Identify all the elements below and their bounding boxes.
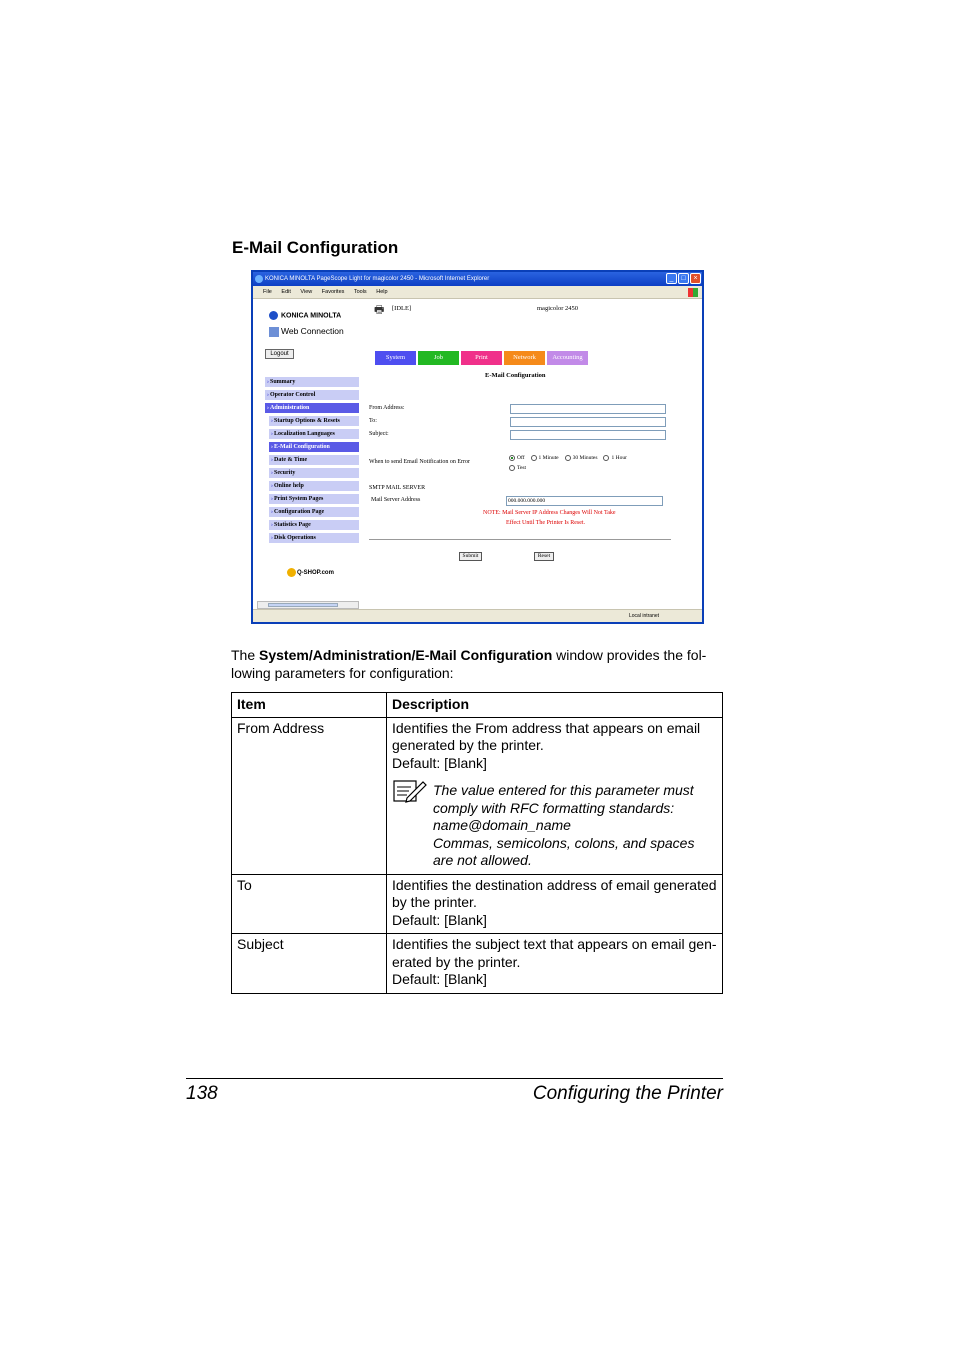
sidebar-item-12[interactable] [269, 533, 359, 543]
chevron-right-icon: › [267, 379, 269, 385]
description-cell: Identifies the destination address of email generated by the printer. Default: [Blank] [387, 874, 723, 934]
sidebar-item-7[interactable] [269, 468, 359, 478]
qshop-icon [287, 568, 296, 577]
section-title: E-Mail Configuration [232, 238, 399, 257]
sidebar-item-label: Configuration Page [274, 509, 325, 515]
menu-help[interactable]: Help [376, 289, 388, 295]
reset-button[interactable]: Reset [534, 552, 554, 561]
item-cell: To [232, 874, 387, 934]
form-divider [369, 539, 671, 540]
sidebar-nav [265, 377, 359, 546]
printer-status: [IDLE] [392, 305, 412, 312]
to-label: To: [369, 418, 377, 424]
smtp-heading: SMTP MAIL SERVER [369, 485, 426, 491]
tab-job[interactable]: Job [418, 351, 459, 365]
sidebar-item-1[interactable] [265, 390, 359, 400]
chevron-right-icon: › [271, 418, 273, 424]
page-number: 138 [186, 1083, 218, 1104]
intro-paragraph: The System/Administration/E-Mail Configuration window provides the fol-lowing parameters for configuration: [231, 647, 707, 681]
subject-label: Subject: [369, 431, 389, 437]
table-row [232, 874, 723, 934]
brand-logo: KONICA MINOLTA [269, 311, 341, 320]
table-row [232, 717, 723, 874]
zone-label: Local intranet [629, 613, 660, 619]
window-title: KONICA MINOLTA PageScope Light for magicolor 2450 - Microsoft Internet Explorer [265, 276, 490, 282]
chevron-right-icon: › [271, 431, 273, 437]
chevron-right-icon: › [271, 509, 273, 515]
menu-tools[interactable]: Tools [353, 289, 367, 295]
to-input[interactable] [510, 417, 666, 427]
sidebar-item-label: Summary [270, 379, 296, 385]
pagescope-icon [269, 327, 279, 337]
tab-bar [375, 351, 588, 365]
chevron-right-icon: › [271, 535, 273, 541]
sidebar-item-label: Print System Pages [274, 496, 324, 502]
logout-button[interactable]: Logout [265, 349, 294, 359]
parameter-table [231, 692, 723, 994]
sidebar-item-label: E-Mail Configuration [274, 444, 330, 450]
table-header-row [232, 693, 723, 718]
item-cell: Subject [232, 934, 387, 994]
radio-1-minute[interactable] [531, 455, 537, 461]
notify-options: Off 1 Minute 30 Minutes 1 Hour [509, 455, 627, 461]
chapter-title: Configuring the Printer [532, 1083, 723, 1104]
radio-1-hour[interactable] [603, 455, 609, 461]
web-connection-logo: Web Connection [269, 326, 344, 337]
minimize-icon[interactable]: _ [666, 273, 677, 284]
sidebar-item-0[interactable] [265, 377, 359, 387]
windows-logo-icon [688, 288, 698, 297]
form-title: E-Mail Configuration [485, 372, 546, 379]
tab-system[interactable]: System [375, 351, 416, 365]
from-address-label: From Address: [369, 405, 405, 411]
printer-icon: 🖶 [374, 304, 385, 316]
tab-accounting[interactable]: Accounting [547, 351, 588, 365]
konica-logo-icon [269, 311, 278, 320]
mail-server-label: Mail Server Address [371, 497, 421, 503]
sidebar-item-label: Statistics Page [274, 522, 311, 528]
submit-button[interactable]: Submit [459, 552, 482, 561]
close-icon[interactable]: × [690, 273, 701, 284]
tab-print[interactable]: Print [461, 351, 502, 365]
sidebar-item-label: Operator Control [270, 392, 316, 398]
mail-server-input[interactable]: 000.000.000.000 [506, 496, 663, 506]
description-cell: Identifies the From address that appears on email generated by the printer. Default: [Blank] The value entered for this parameter must comply with RFC formatting standards: name@domain_name Commas, semicolons, colons, and spaces are not allowed. [387, 717, 723, 874]
notify-label: When to send Email Notification on Error [369, 459, 470, 465]
sidebar-item-label: Date & Time [274, 457, 308, 463]
radio-test[interactable] [509, 465, 515, 471]
window-titlebar [253, 272, 702, 286]
sidebar-item-8[interactable] [269, 481, 359, 491]
ie-icon [255, 275, 263, 283]
horizontal-scrollbar[interactable] [257, 601, 359, 609]
note-block: The value entered for this parameter must comply with RFC formatting standards: name@domain_name Commas, semicolons, colons, and spaces are not allowed. [392, 782, 718, 870]
page-content [253, 299, 702, 611]
chevron-right-icon: › [271, 522, 273, 528]
sidebar-item-11[interactable] [269, 520, 359, 530]
column-header-item: Item [232, 693, 387, 718]
sidebar-item-3[interactable] [269, 416, 359, 426]
sidebar-item-label: Online help [274, 483, 304, 489]
column-header-description: Description [387, 693, 723, 718]
sidebar-item-label: Disk Operations [274, 535, 316, 541]
chevron-right-icon: › [271, 496, 273, 502]
sidebar-item-4[interactable] [269, 429, 359, 439]
note-pencil-icon [393, 779, 427, 803]
menu-file[interactable]: File [263, 289, 272, 295]
table-row [232, 934, 723, 994]
tab-network[interactable]: Network [504, 351, 545, 365]
menu-edit[interactable]: Edit [281, 289, 291, 295]
radio-30-minutes[interactable] [565, 455, 571, 461]
sidebar-item-label: Administration [270, 405, 310, 411]
radio-off[interactable] [509, 455, 515, 461]
sidebar-item-10[interactable] [269, 507, 359, 517]
menubar [253, 286, 702, 299]
from-address-input[interactable] [510, 404, 666, 414]
printer-model: magicolor 2450 [537, 305, 578, 312]
sidebar-item-5[interactable] [269, 442, 359, 452]
menu-view[interactable]: View [300, 289, 313, 295]
sidebar-item-label: Localization Languages [274, 431, 335, 437]
chevron-right-icon: › [271, 483, 273, 489]
reset-note: NOTE: Mail Server IP Address Changes Will Not Take Effect Until The Printer Is Reset. [483, 510, 616, 526]
chevron-right-icon: › [271, 457, 273, 463]
qshop-logo[interactable]: Q-SHOP.com [287, 568, 334, 577]
chevron-right-icon: › [271, 444, 273, 450]
maximize-icon[interactable]: □ [678, 273, 689, 284]
sidebar-item-label: Security [274, 470, 296, 476]
sidebar-item-label: Startup Options & Resets [274, 418, 340, 424]
test-option: Test [509, 465, 526, 471]
footer-rule [186, 1078, 723, 1079]
chevron-right-icon: › [267, 392, 269, 398]
browser-window [251, 270, 704, 624]
chevron-right-icon: › [267, 405, 269, 411]
subject-input[interactable] [510, 430, 666, 440]
description-cell: Identifies the subject text that appears on email gen-erated by the printer. Default: [Blank] [387, 934, 723, 994]
chevron-right-icon: › [271, 470, 273, 476]
sidebar-item-2[interactable] [265, 403, 359, 413]
browser-statusbar [253, 609, 702, 622]
sidebar-item-6[interactable] [269, 455, 359, 465]
menu-favorites[interactable]: Favorites [321, 289, 345, 295]
sidebar-item-9[interactable] [269, 494, 359, 504]
item-cell: From Address [232, 717, 387, 874]
